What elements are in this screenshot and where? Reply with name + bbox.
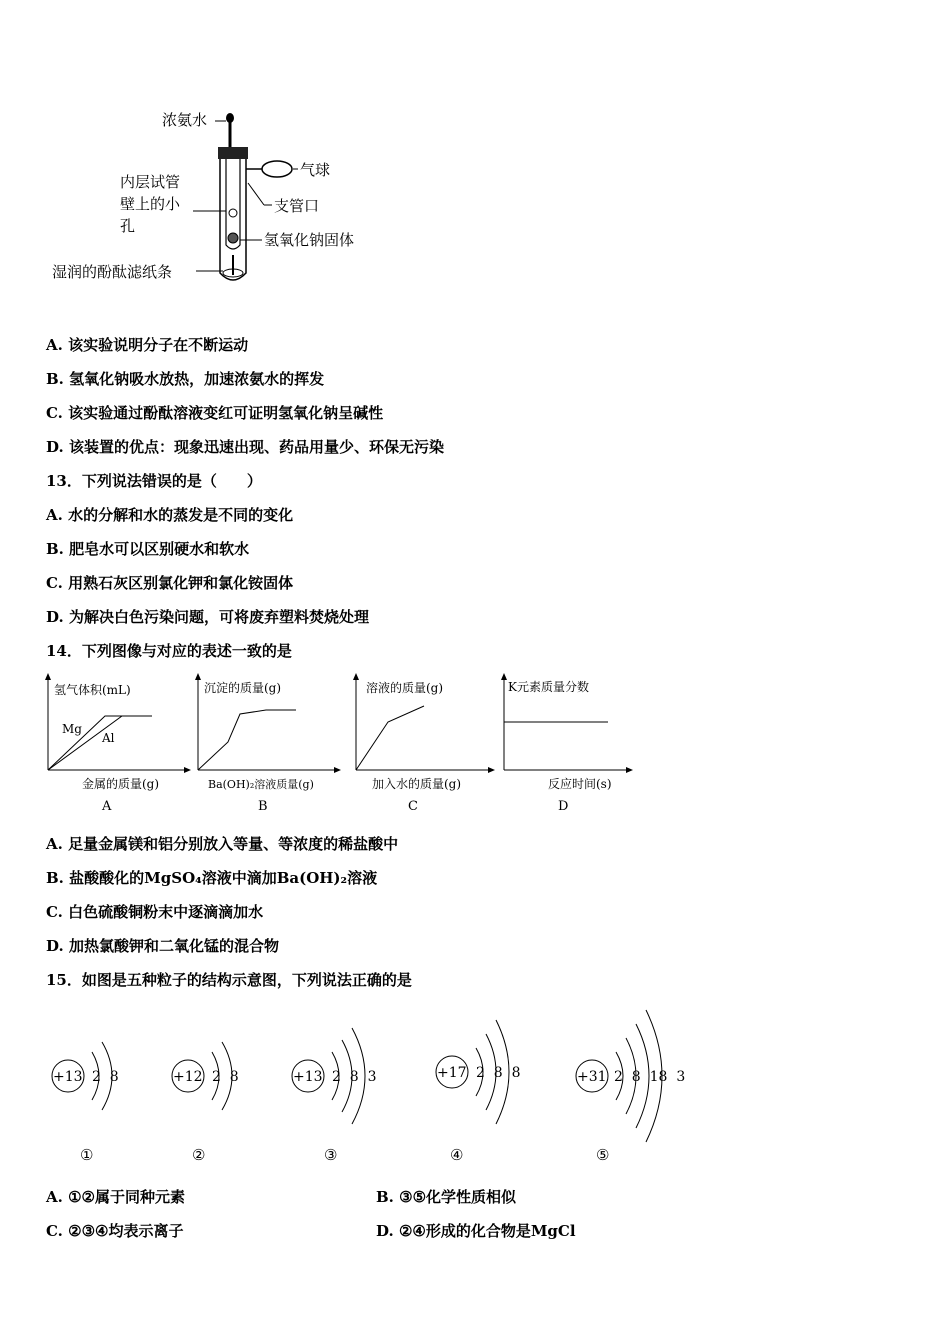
graph-a-letter: A	[102, 799, 112, 814]
graph-a-xlabel: 金属的质量(g)	[82, 777, 160, 791]
graph-b-xlabel: Ba(OH)₂溶液质量(g)	[208, 778, 314, 791]
graph-b	[198, 676, 338, 814]
apparatus-figure	[40, 105, 400, 295]
particle-1-shells: 2 8	[92, 1069, 119, 1085]
graph-d-xlabel: 反应时间(s)	[548, 777, 612, 791]
label-ammonia: 浓氨水	[162, 111, 208, 129]
particle-3-nucleus: +13	[293, 1069, 323, 1085]
q15-option-a: A. ①②属于同种元素	[46, 1188, 186, 1206]
q15-particles	[40, 1000, 700, 1170]
label-naoh: 氢氧化钠固体	[264, 231, 355, 249]
particle-1-nucleus: +13	[53, 1069, 83, 1085]
q14-graphs	[40, 672, 640, 822]
particle-5	[576, 1010, 685, 1164]
graph-c	[356, 676, 492, 814]
graph-d-letter: D	[558, 799, 569, 814]
graph-b-letter: B	[258, 799, 268, 814]
particle-5-nucleus: +31	[577, 1069, 607, 1085]
q12-option-d: D. 该装置的优点：现象迅速出现、药品用量少、环保无污染	[46, 438, 444, 456]
graph-a-al: Al	[102, 731, 115, 745]
particle-2	[172, 1042, 239, 1164]
graph-c-ylabel: 溶液的质量(g)	[366, 681, 444, 695]
particle-3-index: ③	[324, 1146, 338, 1164]
q14-option-c: C. 白色硫酸铜粉末中逐滴滴加水	[46, 903, 264, 921]
q15-option-c: C. ②③④均表示离子	[46, 1222, 184, 1240]
label-branch: 支管口	[274, 197, 320, 215]
particle-3	[292, 1028, 377, 1164]
particle-1	[52, 1042, 119, 1164]
particle-2-index: ②	[192, 1146, 206, 1164]
q14-option-d: D. 加热氯酸钾和二氧化锰的混合物	[46, 937, 279, 955]
particle-4-shells: 2 8 8	[476, 1065, 521, 1081]
q14-option-a: A. 足量金属镁和铝分别放入等量、等浓度的稀盐酸中	[46, 835, 399, 853]
particle-2-shells: 2 8	[212, 1069, 239, 1085]
q15-option-d: D. ②④形成的化合物是MgCl	[376, 1222, 576, 1240]
graph-b-ylabel: 沉淀的质量(g)	[204, 681, 282, 695]
label-balloon: 气球	[300, 161, 331, 179]
label-inner-tube-2: 壁上的小	[120, 195, 181, 213]
q13-option-c: C. 用熟石灰区别氯化钾和氯化铵固体	[46, 574, 294, 592]
q14-stem: 14．下列图像与对应的表述一致的是	[46, 642, 292, 660]
graph-a-mg: Mg	[62, 722, 82, 736]
graph-a-ylabel: 氢气体积(mL)	[54, 683, 131, 697]
q15-option-b: B. ③⑤化学性质相似	[376, 1188, 517, 1206]
particle-2-nucleus: +12	[173, 1069, 203, 1085]
label-inner-tube-1: 内层试管	[120, 173, 181, 191]
q12-option-c: C. 该实验通过酚酞溶液变红可证明氢氧化钠呈碱性	[46, 404, 384, 422]
particle-1-index: ①	[80, 1146, 94, 1164]
particle-4-nucleus: +17	[437, 1065, 467, 1081]
label-paper: 湿润的酚酞滤纸条	[52, 263, 173, 281]
label-inner-tube-3: 孔	[120, 217, 136, 235]
q12-option-b: B. 氢氧化钠吸水放热，加速浓氨水的挥发	[46, 370, 325, 388]
graph-a	[48, 676, 188, 814]
q15-stem: 15．如图是五种粒子的结构示意图，下列说法正确的是	[46, 971, 412, 989]
q14-option-b: B. 盐酸酸化的MgSO₄溶液中滴加Ba(OH)₂溶液	[46, 869, 378, 887]
graph-d	[504, 676, 630, 814]
graph-d-ylabel: K元素质量分数	[508, 680, 589, 694]
q13-option-d: D. 为解决白色污染问题，可将废弃塑料焚烧处理	[46, 608, 369, 626]
q12-option-a: A. 该实验说明分子在不断运动	[46, 336, 249, 354]
particle-3-shells: 2 8 3	[332, 1069, 377, 1085]
graph-c-xlabel: 加入水的质量(g)	[372, 777, 462, 791]
graph-c-letter: C	[408, 799, 418, 814]
q13-option-a: A. 水的分解和水的蒸发是不同的变化	[46, 506, 294, 524]
particle-5-index: ⑤	[596, 1146, 610, 1164]
particle-4-index: ④	[450, 1146, 464, 1164]
particle-4	[436, 1020, 521, 1164]
q15-particles-svg	[40, 1000, 700, 1170]
q13-option-b: B. 肥皂水可以区别硬水和软水	[46, 540, 250, 558]
q13-stem: 13．下列说法错误的是（ ）	[46, 472, 262, 490]
particle-5-shells: 2 8 18 3	[614, 1069, 686, 1085]
q14-graphs-svg	[40, 672, 640, 822]
